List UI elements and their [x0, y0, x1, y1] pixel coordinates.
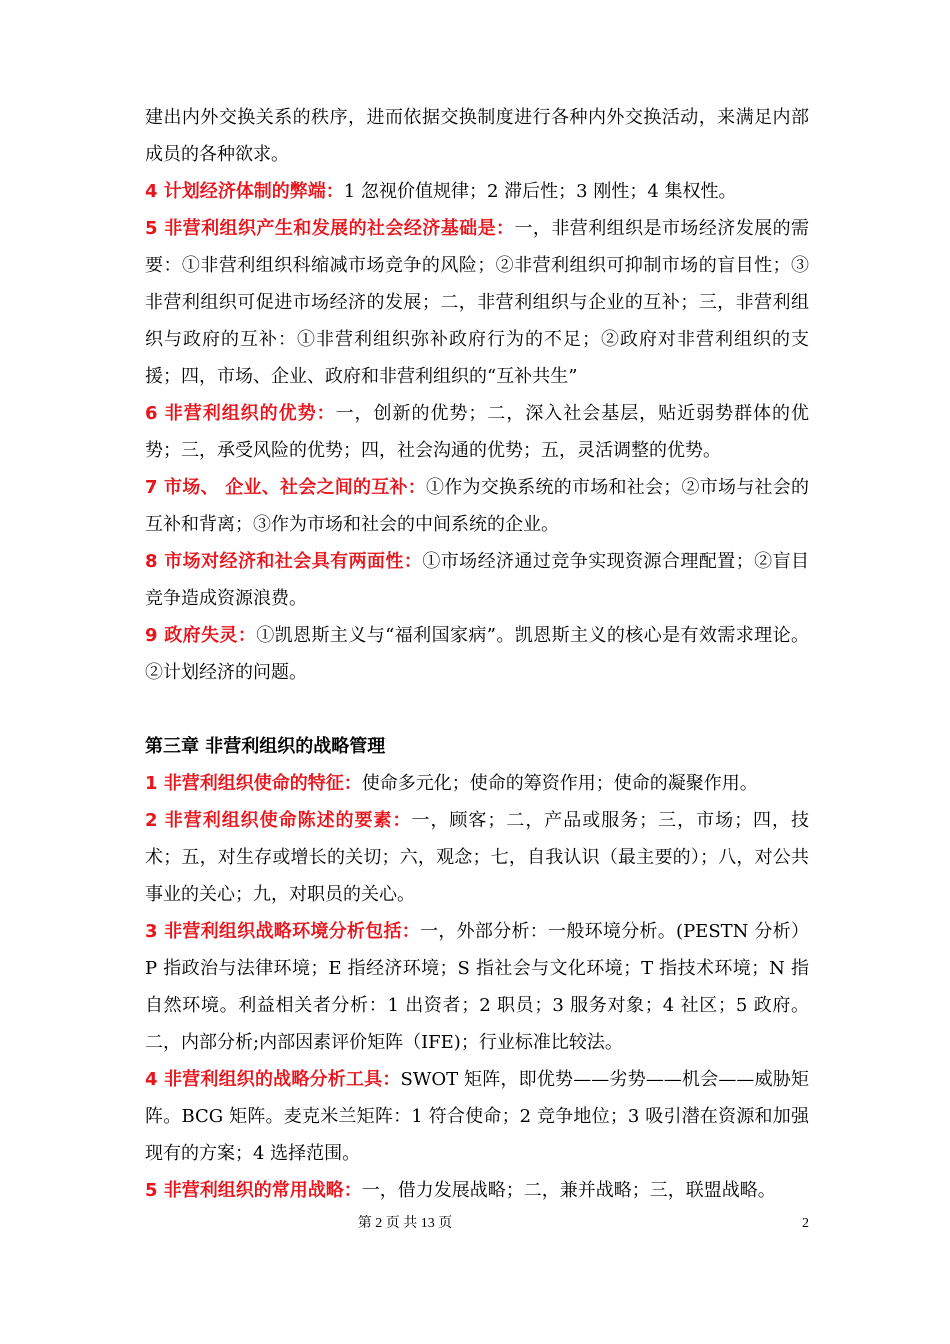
item-9-government-failure [145, 617, 809, 691]
item-body: SWOT 矩阵，即优势——劣势——机会——威胁矩阵。BCG 矩阵。麦克米兰矩阵：1 符合使命；2 竞争地位；3 吸引潜在资源和加强现有的方案；4 选择范围。 [145, 1069, 809, 1164]
ch3-item-2-mission-elements [145, 802, 809, 913]
item-body: ①凯恩斯主义与“福利国家病”。凯恩斯主义的核心是有效需求理论。②计划经济的问题。 [145, 625, 809, 683]
item-7-complementarity [145, 469, 809, 543]
item-body: ①作为交换系统的市场和社会；②市场与社会的互补和背离；③作为市场和社会的中间系统的企业。 [145, 477, 809, 535]
item-heading: 5 非营利组织产生和发展的社会经济基础是： [145, 218, 515, 239]
item-body: 1 忽视价值规律；2 滞后性；3 刚性；4 集权性。 [343, 181, 737, 202]
item-heading: 3 非营利组织战略环境分析包括： [145, 921, 421, 942]
item-body: 一，借力发展战略；二，兼并战略；三，联盟战略。 [361, 1180, 776, 1201]
item-body: 一，非营利组织是市场经济发展的需要：①非营利组织科缩减市场竞争的风险；②非营利组织可抑制市场的盲目性；③非营利组织可促进市场经济的发展；二，非营利组织与企业的互补；三，非营利组织与政府的互补：①非营利组织弥补政府行为的不足；②政府对非营利组织的支援；四，市场、企业、政府和非营利组织的“互补共生” [145, 218, 809, 387]
document-body [145, 99, 809, 1209]
ch3-item-4-analysis-tools [145, 1061, 809, 1172]
ch3-item-3-environment-analysis [145, 913, 809, 1061]
item-body: 一，外部分析：一般环境分析。(PESTN 分析）P 指政治与法律环境；E 指经济环境；S 指社会与文化环境；T 指技术环境；N 指自然环境。利益相关者分析：1 出资者；2 职员；3 服务对象；4 社区；5 政府。二，内部分析;内部因素评价矩阵（IFE)；行业标准比较法。 [145, 921, 809, 1053]
item-6-advantages [145, 395, 809, 469]
page-count-label: 第 2 页 共 13 页 [357, 1216, 453, 1231]
item-body: 一，创新的优势；二，深入社会基层，贴近弱势群体的优势；三，承受风险的优势；四，社会沟通的优势；五，灵活调整的优势。 [145, 403, 809, 461]
item-heading: 2 非营利组织使命陈述的要素： [145, 810, 412, 831]
item-heading: 8 市场对经济和社会具有两面性： [145, 551, 423, 572]
page-number: 2 [802, 1216, 809, 1231]
item-heading: 4 计划经济体制的弊端： [145, 181, 344, 202]
item-4-planned-economy [145, 173, 809, 210]
item-body: 一，顾客；二，产品或服务；三，市场；四，技术；五，对生存或增长的关切；六，观念；七，自我认识（最主要的）；八，对公共事业的关心；九，对职员的关心。 [145, 810, 809, 905]
item-heading: 1 非营利组织使命的特征： [145, 773, 362, 794]
item-heading: 6 非营利组织的优势： [145, 403, 336, 424]
item-heading: 5 非营利组织的常用战略： [145, 1180, 362, 1201]
item-8-market-duality [145, 543, 809, 617]
item-heading: 7 市场、 企业、社会之间的互补： [145, 477, 427, 498]
item-5-economic-basis [145, 210, 809, 395]
item-heading: 4 非营利组织的战略分析工具： [145, 1069, 401, 1090]
chapter-title: 第三章 非营利组织的战略管理 [145, 736, 386, 757]
ch3-item-5-common-strategies [145, 1172, 809, 1209]
item-body: 使命多元化；使命的筹资作用；使命的凝聚作用。 [361, 773, 758, 794]
item-heading: 9 政府失灵： [145, 625, 257, 646]
intro-paragraph: 建出内外交换关系的秩序，进而依据交换制度进行各种内外交换活动，来满足内部成员的各种欲求。 [145, 107, 809, 165]
item-body: ①市场经济通过竞争实现资源合理配置；②盲目竞争造成资源浪费。 [145, 551, 809, 609]
ch3-item-1-mission-features [145, 765, 809, 802]
section-spacer [145, 691, 809, 728]
